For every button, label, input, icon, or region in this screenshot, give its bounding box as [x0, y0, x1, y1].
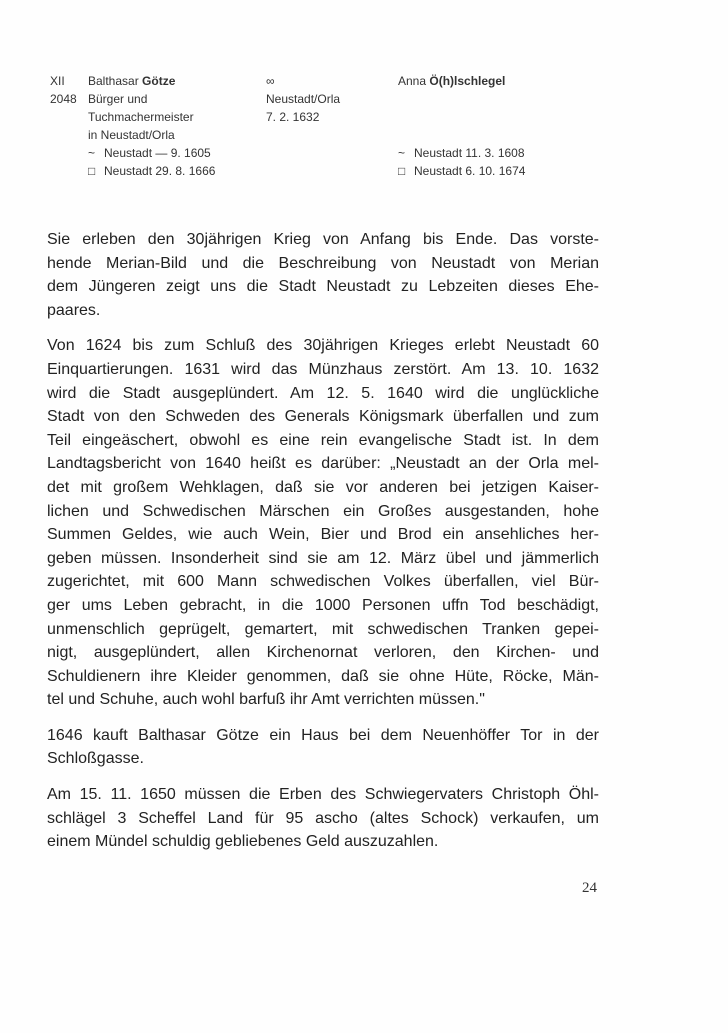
paragraph: [47, 334, 599, 712]
spouse-baptism-text: Neustadt 11. 3. 1608: [414, 146, 525, 160]
generation-label: XII: [50, 74, 65, 88]
text-line: einem Mündel schuldig gebliebenes Geld auszuzahlen.: [47, 833, 439, 851]
person-baptism-text: Neustadt — 9. 1605: [104, 146, 211, 160]
person-occupation-1: Bürger und: [88, 92, 148, 106]
person-name: [88, 72, 175, 90]
spouse-baptism: [398, 144, 525, 162]
person-baptism: [88, 144, 211, 162]
text-line: nigt, ausgeplündert, allen Kirchenornat verloren, den Kirchen- und: [47, 644, 599, 662]
text-line: wird die Stadt ausgeplündert. Am 12. 5. 1640 wird die unglückliche: [47, 384, 599, 402]
paragraph: [47, 724, 599, 771]
text-line: tel und Schuhe, auch wohl barfuß ihr Amt verrichten müssen.": [47, 691, 485, 709]
text-line: Einquartierungen. 1631 wird das Münzhaus zerstört. Am 13. 10. 1632: [47, 360, 599, 378]
text-line: hende Merian-Bild und die Beschreibung von Neustadt von Merian: [47, 254, 599, 272]
person-first-name: Balthasar: [88, 74, 139, 88]
ancestor-number: 2048: [50, 92, 77, 106]
text-line: Landtagsbericht von 1640 heißt es darüber: „Neustadt an der Orla mel-: [47, 455, 599, 473]
text-line: zugerichtet, mit 600 Mann schwedischen Volkes überfallen, viel Bür-: [47, 573, 599, 591]
text-line: Schloßgasse.: [47, 750, 144, 768]
baptism-icon: ~: [398, 146, 406, 160]
text-line: Am 15. 11. 1650 müssen die Erben des Schwiegervaters Christoph Öhl-: [47, 786, 599, 804]
text-line: schlägel 3 Scheffel Land für 95 ascho (altes Schock) verkaufen, um: [47, 809, 599, 827]
text-line: Von 1624 bis zum Schluß des 30jährigen Krieges erlebt Neustadt 60: [47, 337, 599, 355]
text-line: Teil eingeäschert, obwohl es eine rein evangelische Stadt ist. In dem: [47, 431, 599, 449]
page-number: 24: [582, 880, 597, 896]
paragraph: [47, 783, 599, 854]
spouse-burial-text: Neustadt 6. 10. 1674: [414, 164, 526, 178]
person-burial: [88, 162, 215, 180]
text-line: dem Jüngeren zeigt uns die Stadt Neustadt zu Lebzeiten dieses Ehe-: [47, 278, 599, 296]
text-line: Stadt von den Schweden des Generals Königsmark überfallen und zum: [47, 408, 599, 426]
marriage-place: Neustadt/Orla: [266, 92, 341, 106]
burial-icon: □: [88, 164, 96, 178]
body-text: [47, 228, 599, 866]
text-line: lichen und Schwedischen Märschen ein Großes ausgestanden, hohe: [47, 502, 599, 520]
spouse-first-name: Anna: [398, 74, 427, 88]
text-line: 1646 kauft Balthasar Götze ein Haus bei dem Neuenhöffer Tor in der: [47, 726, 599, 744]
spouse-surname: Ö(h)lschlegel: [429, 74, 506, 88]
text-line: geben müssen. Insonderheit sind sie am 12. März übel und jämmerlich: [47, 549, 599, 567]
paragraph: [47, 228, 599, 322]
spouse-burial: [398, 162, 525, 180]
text-line: Summen Geldes, wie auch Wein, Bier und Brod ein ansehliches her-: [47, 526, 599, 544]
person-occupation-2: Tuchmachermeister: [88, 110, 194, 124]
burial-icon: □: [398, 164, 406, 178]
person-burial-text: Neustadt 29. 8. 1666: [104, 164, 216, 178]
marriage-symbol: ∞: [266, 74, 275, 88]
text-line: ger ums Leben gebracht, in die 1000 Personen uffn Tod beschädigt,: [47, 596, 599, 614]
text-line: Sie erleben den 30jährigen Krieg von Anfang bis Ende. Das vorste-: [47, 231, 599, 248]
text-line: det mit großem Wehklagen, daß sie vor anderen bei jetzigen Kaiser-: [47, 478, 599, 496]
person-surname: Götze: [142, 74, 176, 88]
text-line: paares.: [47, 301, 101, 319]
baptism-icon: ~: [88, 146, 96, 160]
marriage-date: 7. 2. 1632: [266, 110, 320, 124]
text-line: Schuldienern ihre Kleider genommen, daß sie ohne Hüte, Röcke, Män-: [47, 667, 599, 685]
person-occupation-3: in Neustadt/Orla: [88, 128, 175, 142]
text-line: unmenschlich geprügelt, gemartert, mit schwedischen Tranken gepei-: [47, 620, 599, 638]
spouse-name: [398, 72, 505, 90]
